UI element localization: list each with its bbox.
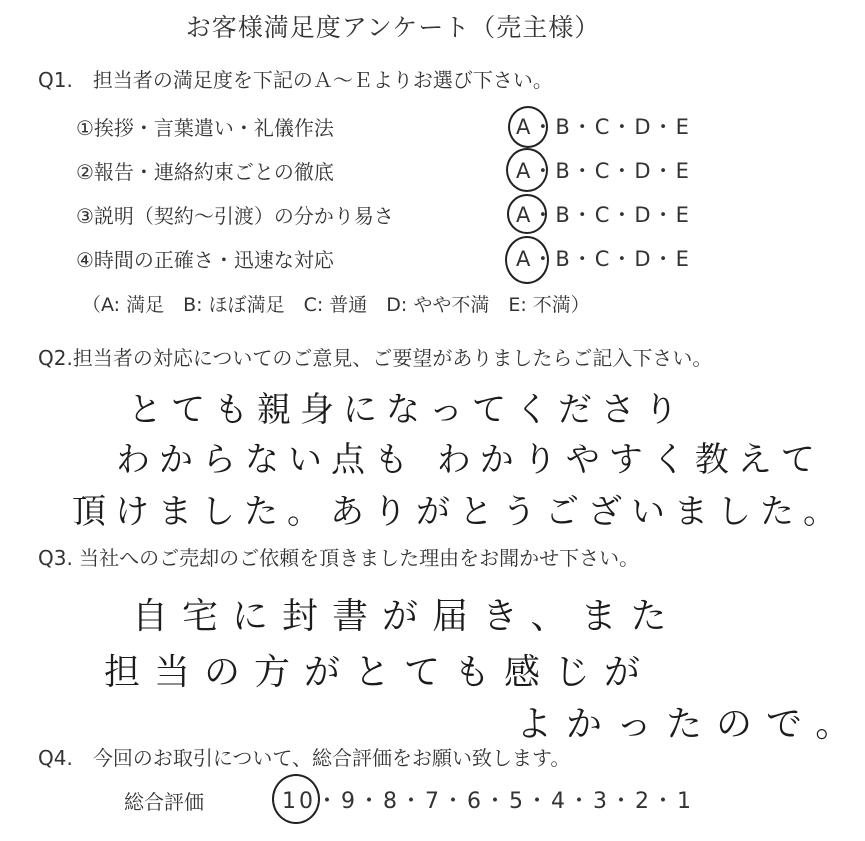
q1-item-choices: A・B・C・D・E — [516, 203, 691, 227]
handwritten-answer-line: よかったので。 — [516, 704, 865, 745]
q1-item-choices: A・B・C・D・E — [516, 159, 691, 183]
q2-question: Q2.担当者の対応についてのご意見、ご要望がありましたらご記入下さい。 — [38, 346, 713, 370]
q1-item-choices: A・B・C・D・E — [516, 247, 691, 271]
q1-item-label: ④時間の正確さ・迅速な対応 — [76, 248, 334, 272]
q1-item-label: ③説明（契約～引渡）の分かり易さ — [76, 204, 394, 228]
q1-legend: （A: 満足 B: ほぼ満足 C: 普通 D: やや不満 E: 不満） — [82, 294, 590, 316]
selected-rating-circle — [272, 774, 320, 824]
overall-rating-label: 総合評価 — [124, 790, 204, 814]
q1-item-choices: A・B・C・D・E — [516, 115, 691, 139]
page-title: お客様満足度アンケート（売主様） — [185, 13, 601, 42]
selected-choice-circle — [505, 236, 549, 284]
q1-item-label: ①挨拶・言葉遣い・礼儀作法 — [76, 116, 334, 140]
q4-question: Q4. 今回のお取引について、総合評価をお願い致します。 — [38, 746, 571, 770]
handwritten-answer-line: 自宅に封書が届き、また — [132, 596, 681, 637]
q3-question: Q3. 当社へのご売却のご依頼を頂きました理由をお聞かせ下さい。 — [38, 546, 640, 570]
q1-question: Q1. 担当者の満足度を下記のＡ～Ｅよりお選び下さい。 — [38, 68, 553, 92]
handwritten-answer-line: わからない点も わかりやすく教えて — [116, 440, 824, 480]
q1-item-label: ②報告・連絡約束ごとの徹底 — [76, 160, 334, 184]
overall-rating-scale: 10・9・8・7・6・5・4・3・2・1 — [282, 789, 694, 814]
selected-choice-circle — [507, 194, 547, 234]
handwritten-answer-line: 担当の方がとても感じが — [104, 652, 655, 693]
handwritten-answer-line: 頂けました。ありがとうございました。 — [72, 492, 846, 532]
selected-choice-circle — [506, 148, 548, 192]
handwritten-answer-line: とても親身になってくださり — [128, 390, 687, 430]
selected-choice-circle — [508, 106, 548, 148]
